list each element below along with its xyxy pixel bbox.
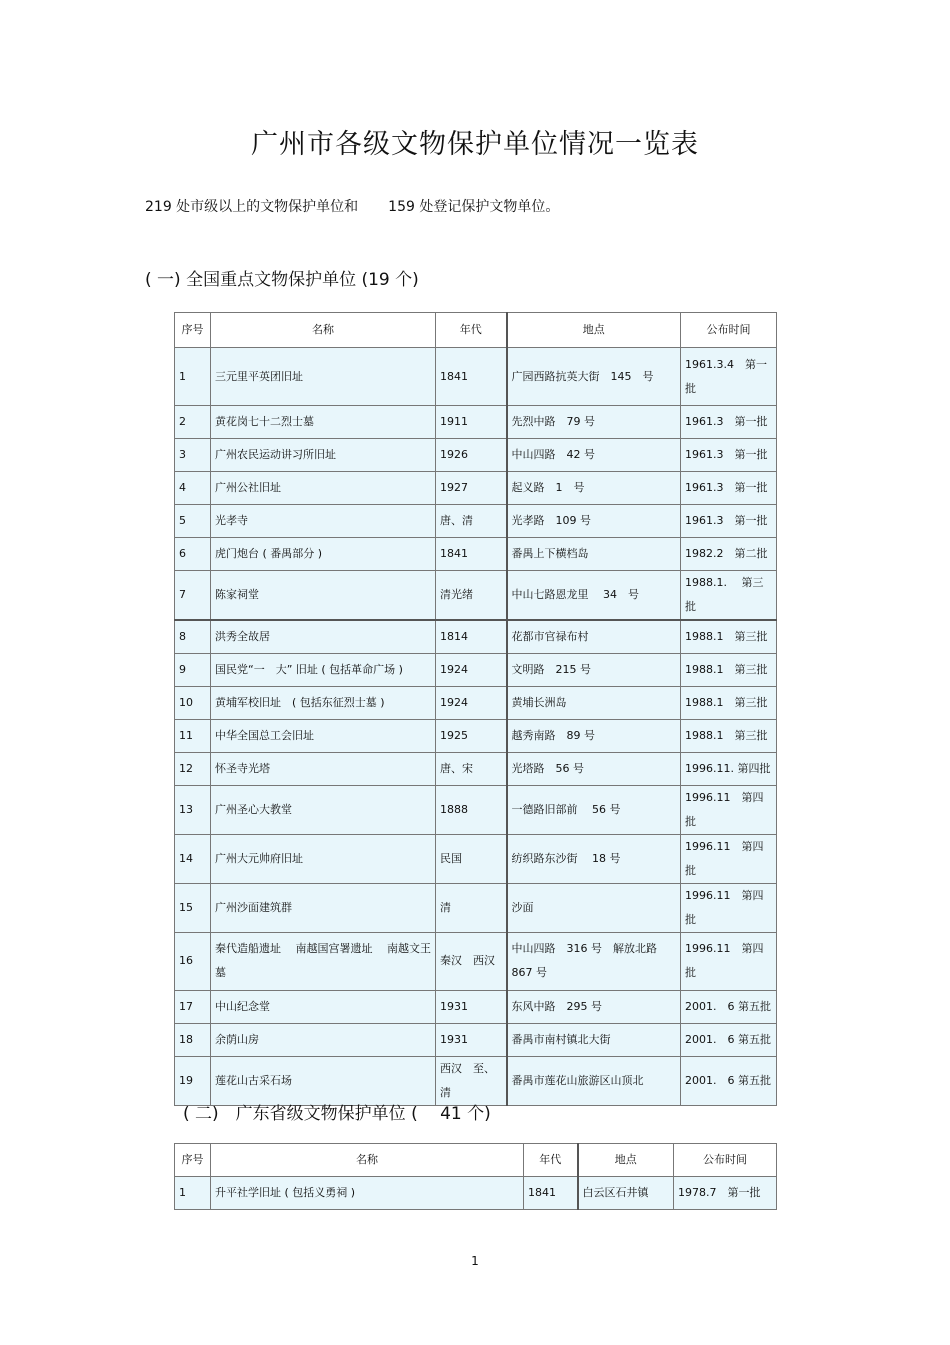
cell-location: 广园西路抗英大街 145 号 (507, 348, 681, 406)
cell-name: 广州公社旧址 (211, 472, 436, 505)
cell-location: 越秀南路 89 号 (507, 719, 681, 752)
cell-index: 10 (175, 686, 211, 719)
cell-era: 1931 (436, 1023, 507, 1056)
cell-era: 民国 (436, 834, 507, 883)
table-row (175, 439, 777, 472)
table-row (175, 883, 777, 932)
table-row (175, 406, 777, 439)
header-name: 名称 (211, 313, 436, 348)
cell-location: 纺织路东沙街 18 号 (507, 834, 681, 883)
cell-index: 1 (175, 1177, 211, 1210)
header-era: 年代 (436, 313, 507, 348)
cell-date: 1988.1 第三批 (681, 620, 777, 653)
header-location: 地点 (578, 1144, 674, 1177)
cell-era: 清光绪 (436, 571, 507, 621)
cell-era: 1925 (436, 719, 507, 752)
table-row (175, 686, 777, 719)
cell-name: 广州圣心大教堂 (211, 785, 436, 834)
cell-name: 黄花岗七十二烈士墓 (211, 406, 436, 439)
cell-index: 6 (175, 538, 211, 571)
cell-date: 1988.1 第三批 (681, 686, 777, 719)
cell-name: 陈家祠堂 (211, 571, 436, 621)
cell-name: 光孝寺 (211, 505, 436, 538)
cell-era: 1927 (436, 472, 507, 505)
cell-date: 1961.3 第一批 (681, 406, 777, 439)
cell-era: 1841 (436, 538, 507, 571)
cell-location: 一德路旧部前 56 号 (507, 785, 681, 834)
cell-location: 番禺市莲花山旅游区山顶北 (507, 1056, 681, 1105)
cell-index: 16 (175, 932, 211, 990)
cell-era: 1841 (436, 348, 507, 406)
table-row (175, 834, 777, 883)
cell-era: 1926 (436, 439, 507, 472)
cell-index: 3 (175, 439, 211, 472)
section1-heading: ( 一) 全国重点文物保护单位 (19 个) (145, 270, 419, 290)
table-row (175, 348, 777, 406)
cell-index: 2 (175, 406, 211, 439)
table-row (175, 932, 777, 990)
header-date: 公布时间 (674, 1144, 777, 1177)
cell-name: 秦代造船遗址 南越国宫署遗址 南越文王墓 (211, 932, 436, 990)
cell-name: 中山纪念堂 (211, 990, 436, 1023)
cell-index: 15 (175, 883, 211, 932)
cell-date: 1988.1. 第三批 (681, 571, 777, 621)
cell-name: 中华全国总工会旧址 (211, 719, 436, 752)
table-row (175, 538, 777, 571)
cell-name: 广州农民运动讲习所旧址 (211, 439, 436, 472)
cell-date: 1996.11 第四批 (681, 785, 777, 834)
table-row (175, 472, 777, 505)
cell-name: 广州大元帅府旧址 (211, 834, 436, 883)
cell-location: 文明路 215 号 (507, 653, 681, 686)
section2-heading: ( 二) 广东省级文物保护单位 ( 41 个) (183, 1104, 491, 1124)
cell-date: 1978.7 第一批 (674, 1177, 777, 1210)
cell-date: 1961.3 第一批 (681, 505, 777, 538)
cell-name: 莲花山古采石场 (211, 1056, 436, 1105)
cell-era: 清 (436, 883, 507, 932)
cell-era: 西汉 至、清 (436, 1056, 507, 1105)
cell-index: 17 (175, 990, 211, 1023)
intro-text (145, 196, 559, 216)
header-era: 年代 (524, 1144, 578, 1177)
cell-era: 1814 (436, 620, 507, 653)
cell-index: 7 (175, 571, 211, 621)
cell-era: 1911 (436, 406, 507, 439)
header-location: 地点 (507, 313, 681, 348)
cell-date: 1996.11 第四批 (681, 834, 777, 883)
cell-location: 白云区石井镇 (578, 1177, 674, 1210)
cell-index: 1 (175, 348, 211, 406)
cell-location: 黄埔长洲岛 (507, 686, 681, 719)
intro-part-2: 159 处登记保护文物单位。 (388, 199, 560, 215)
cell-location: 东风中路 295 号 (507, 990, 681, 1023)
page-title: 广州市各级文物保护单位情况一览表 (251, 129, 699, 160)
header-index: 序号 (175, 313, 211, 348)
cell-date: 2001. 6 第五批 (681, 990, 777, 1023)
table-row (175, 505, 777, 538)
table-header-row (175, 1144, 777, 1177)
cell-index: 4 (175, 472, 211, 505)
table-row (175, 719, 777, 752)
table-header-row (175, 313, 777, 348)
cell-location: 中山七路恩龙里 34 号 (507, 571, 681, 621)
table-row (175, 1023, 777, 1056)
table-row (175, 990, 777, 1023)
cell-index: 18 (175, 1023, 211, 1056)
cell-location: 中山四路 42 号 (507, 439, 681, 472)
cell-date: 1996.11. 第四批 (681, 752, 777, 785)
cell-date: 1988.1 第三批 (681, 653, 777, 686)
cell-era: 秦汉 西汉 (436, 932, 507, 990)
cell-location: 光塔路 56 号 (507, 752, 681, 785)
cell-location: 番禺市南村镇北大街 (507, 1023, 681, 1056)
cell-name: 余荫山房 (211, 1023, 436, 1056)
cell-index: 19 (175, 1056, 211, 1105)
cell-location: 中山四路 316 号 解放北路 867 号 (507, 932, 681, 990)
cell-location: 起义路 1 号 (507, 472, 681, 505)
cell-name: 国民党“一 大” 旧址 ( 包括革命广场 ) (211, 653, 436, 686)
header-date: 公布时间 (681, 313, 777, 348)
cell-era: 1924 (436, 653, 507, 686)
cell-location: 光孝路 109 号 (507, 505, 681, 538)
cell-index: 8 (175, 620, 211, 653)
cell-name: 洪秀全故居 (211, 620, 436, 653)
cell-index: 9 (175, 653, 211, 686)
cell-date: 1961.3.4 第一批 (681, 348, 777, 406)
cell-index: 11 (175, 719, 211, 752)
cell-index: 5 (175, 505, 211, 538)
cell-location: 先烈中路 79 号 (507, 406, 681, 439)
table-row (175, 1056, 777, 1105)
cell-date: 1982.2 第二批 (681, 538, 777, 571)
table-row (175, 653, 777, 686)
cell-location: 番禺上下横档岛 (507, 538, 681, 571)
table-row (175, 571, 777, 621)
cell-era: 1841 (524, 1177, 578, 1210)
provincial-heritage-table (174, 1143, 777, 1210)
cell-date: 1996.11 第四批 (681, 932, 777, 990)
intro-part-1: 219 处市级以上的文物保护单位和 (145, 199, 359, 215)
cell-date: 2001. 6 第五批 (681, 1056, 777, 1105)
cell-date: 1988.1 第三批 (681, 719, 777, 752)
table-row (175, 752, 777, 785)
cell-name: 三元里平英团旧址 (211, 348, 436, 406)
table-row (175, 620, 777, 653)
cell-index: 14 (175, 834, 211, 883)
cell-date: 1961.3 第一批 (681, 472, 777, 505)
cell-index: 12 (175, 752, 211, 785)
header-index: 序号 (175, 1144, 211, 1177)
cell-era: 唐、清 (436, 505, 507, 538)
cell-date: 1961.3 第一批 (681, 439, 777, 472)
cell-name: 黄埔军校旧址 ( 包括东征烈士墓 ) (211, 686, 436, 719)
cell-location: 沙面 (507, 883, 681, 932)
national-heritage-table (174, 312, 777, 1106)
cell-location: 花都市官禄布村 (507, 620, 681, 653)
cell-name: 升平社学旧址 ( 包括义勇祠 ) (211, 1177, 524, 1210)
cell-name: 广州沙面建筑群 (211, 883, 436, 932)
cell-name: 虎门炮台 ( 番禺部分 ) (211, 538, 436, 571)
cell-era: 1924 (436, 686, 507, 719)
cell-era: 1931 (436, 990, 507, 1023)
cell-date: 2001. 6 第五批 (681, 1023, 777, 1056)
page-number: 1 (471, 1254, 479, 1268)
table-row (175, 785, 777, 834)
cell-date: 1996.11 第四批 (681, 883, 777, 932)
header-name: 名称 (211, 1144, 524, 1177)
cell-name: 怀圣寺光塔 (211, 752, 436, 785)
cell-era: 1888 (436, 785, 507, 834)
cell-era: 唐、宋 (436, 752, 507, 785)
cell-index: 13 (175, 785, 211, 834)
table-row (175, 1177, 777, 1210)
